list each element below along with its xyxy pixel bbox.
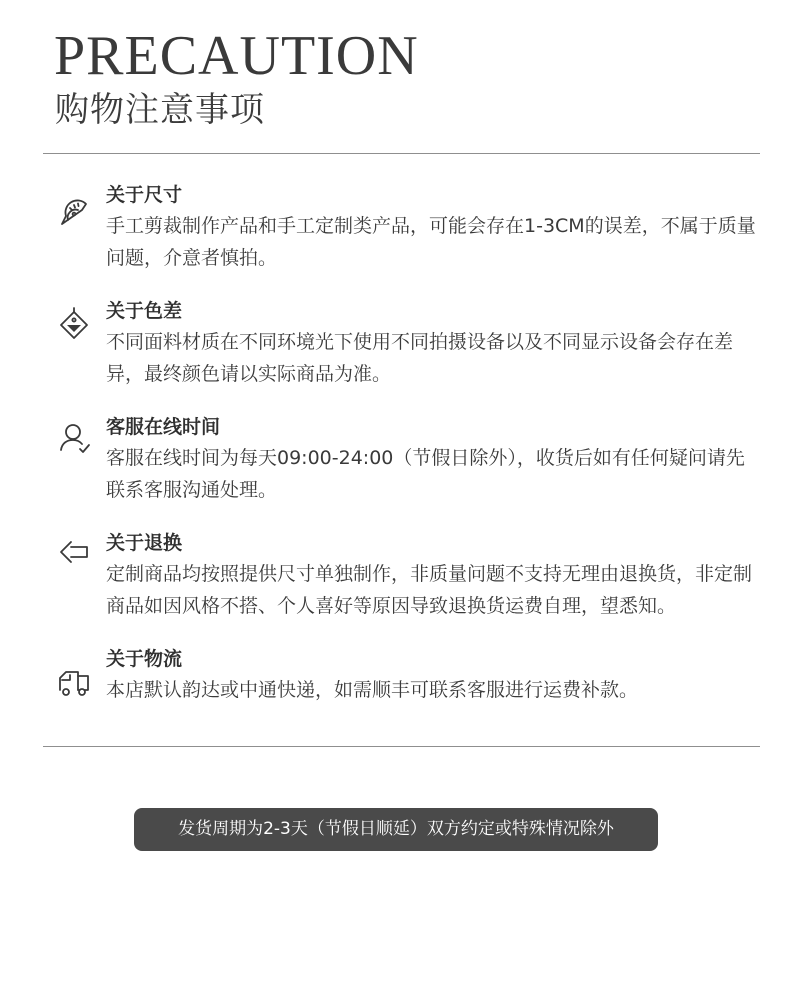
section-body: 手工剪裁制作产品和手工定制类产品，可能会存在1-3CM的误差，不属于质量问题，介意者慎拍。 [106, 215, 756, 269]
section-heading: 关于物流 [106, 648, 183, 670]
shipping-cycle-note: 发货周期为2-3天（节假日顺延）双方约定或特殊情况除外 [134, 808, 658, 851]
section-body: 不同面料材质在不同环境光下使用不同拍摄设备以及不同显示设备会存在差异，最终颜色请以实际商品为准。 [106, 331, 734, 385]
paint-bucket-icon [56, 306, 92, 342]
delivery-truck-icon [56, 664, 92, 700]
section-heading: 客服在线时间 [106, 416, 221, 438]
customer-service-icon [56, 420, 92, 456]
section-heading: 关于色差 [106, 300, 183, 322]
ruler-protractor-icon [56, 194, 92, 230]
top-divider [43, 153, 760, 154]
page-title-en: PRECAUTION [54, 25, 419, 87]
section-heading: 关于尺寸 [106, 184, 183, 206]
return-arrow-icon [56, 534, 92, 570]
section-heading: 关于退换 [106, 532, 183, 554]
page-title-cn: 购物注意事项 [55, 90, 265, 130]
section-body: 定制商品均按照提供尺寸单独制作，非质量问题不支持无理由退换货，非定制商品如因风格不搭、个人喜好等原因导致退换货运费自理，望悉知。 [106, 563, 753, 617]
bottom-divider [43, 746, 760, 747]
section-body: 客服在线时间为每天09:00-24:00（节假日除外），收货后如有任何疑问请先联系客服沟通处理。 [106, 447, 745, 501]
section-body: 本店默认韵达或中通快递，如需顺丰可联系客服进行运费补款。 [106, 679, 639, 701]
